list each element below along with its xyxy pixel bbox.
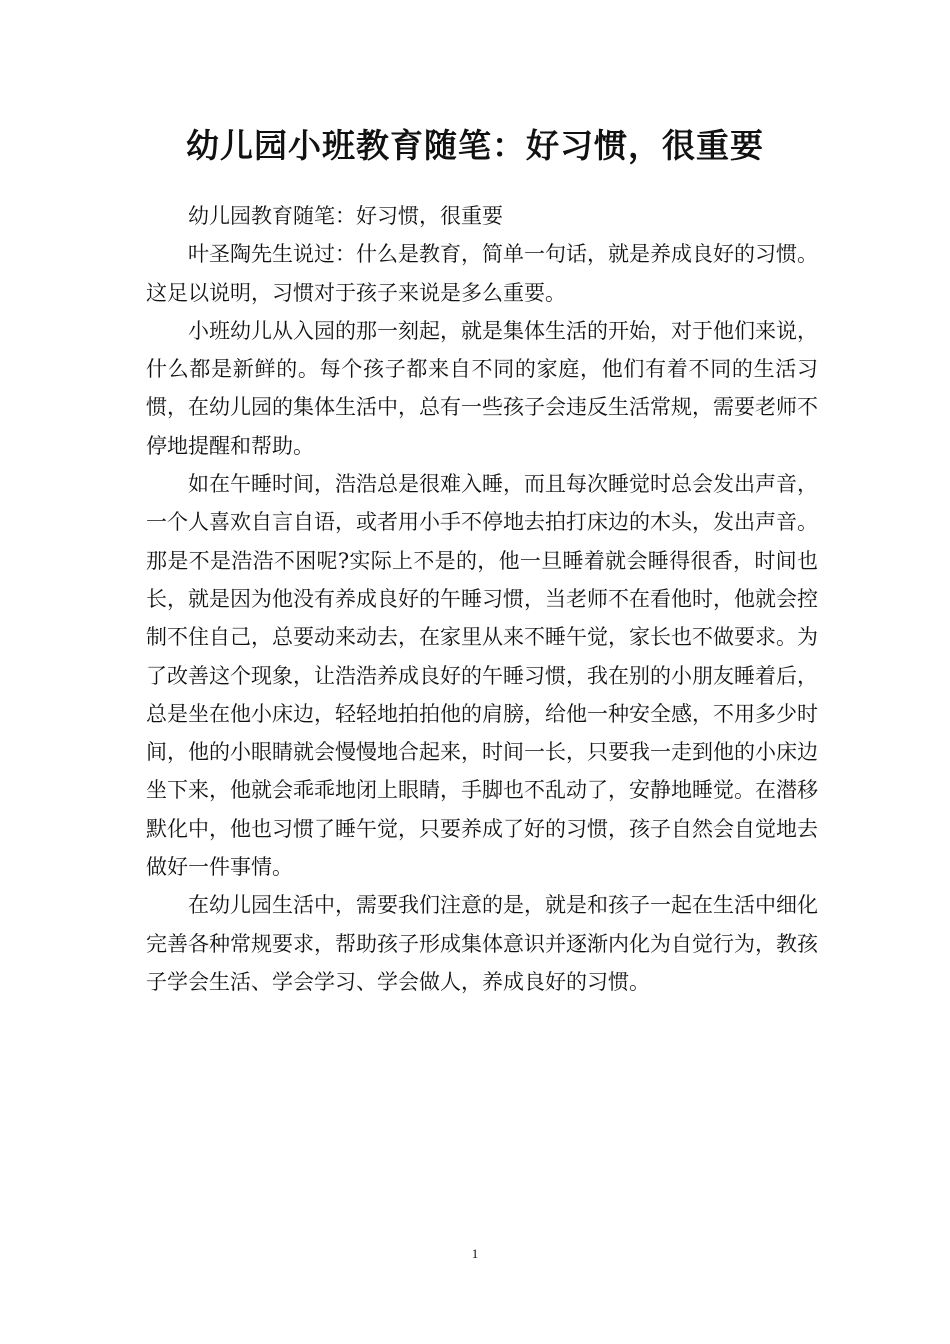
- paragraph-conclusion: 在幼儿园生活中，需要我们注意的是，就是和孩子一起在生活中细化完善各种常规要求，帮助孩子形成集体意识并逐渐内化为自觉行为，教孩子学会生活、学会学习、学会做人，养成良好的习惯。: [146, 893, 818, 994]
- paragraph-quote: 叶圣陶先生说过：什么是教育，简单一句话，就是养成良好的习惯。这足以说明，习惯对于孩子来说是多么重要。: [146, 242, 818, 305]
- page-number: 1: [471, 1246, 479, 1261]
- paragraph-nap-story: 如在午睡时间，浩浩总是很难入睡，而且每次睡觉时总会发出声音，一个人喜欢自言自语，或者用小手不停地去拍打床边的木头，发出声音。那是不是浩浩不困呢?实际上不是的，他一旦睡着就会睡得很香，时间也长，就是因为他没有养成良好的午睡习惯，当老师不在看他时，他就会控制不住自己，总要动来动去，在家里从来不睡午觉，家长也不做要求。为了改善这个现象，让浩浩养成良好的午睡习惯，我在别的小朋友睡着后，总是坐在他小床边，轻轻地拍拍他的肩膀，给他一种安全感，不用多少时间，他的小眼睛就会慢慢地合起来，时间一长，只要我一走到他的小床边坐下来，他就会乖乖地闭上眼睛，手脚也不乱动了，安静地睡觉。在潜移默化中，他也习惯了睡午觉，只要养成了好的习惯，孩子自然会自觉地去做好一件事情。: [146, 472, 818, 880]
- page-title: 幼儿园小班教育随笔：好习惯，很重要: [186, 126, 764, 165]
- paragraph-group-life: 小班幼儿从入园的那一刻起，就是集体生活的开始，对于他们来说，什么都是新鲜的。每个孩子都来自不同的家庭，他们有着不同的生活习惯，在幼儿园的集体生活中，总有一些孩子会违反生活常规，需要老师不停地提醒和帮助。: [146, 318, 818, 458]
- paragraph-subtitle: 幼儿园教育随笔：好习惯，很重要: [188, 204, 503, 228]
- document-body: [146, 197, 818, 1001]
